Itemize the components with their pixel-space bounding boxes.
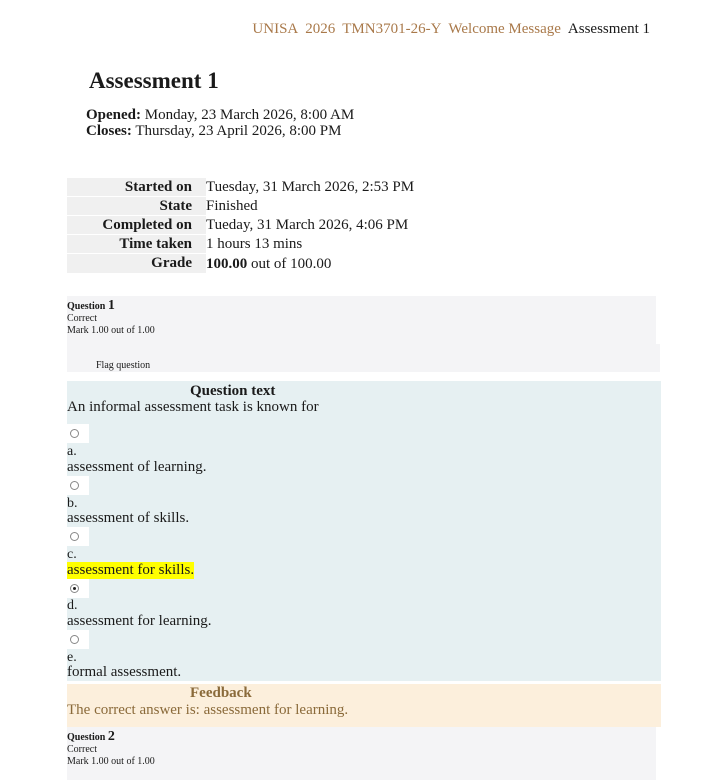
option-d-letter: d. bbox=[67, 598, 78, 613]
option-e-text[interactable]: formal assessment. bbox=[67, 664, 182, 680]
option-c-radio-box[interactable] bbox=[67, 527, 89, 546]
option-e-radio-box[interactable] bbox=[67, 630, 89, 649]
breadcrumb-unisa[interactable]: UNISA bbox=[252, 21, 299, 37]
option-a-radio-box[interactable] bbox=[67, 424, 89, 443]
option-d-text[interactable]: assessment for learning. bbox=[67, 613, 212, 629]
opened-label: Opened: bbox=[86, 107, 142, 123]
breadcrumb-current: Assessment 1 bbox=[567, 21, 650, 37]
closes-line bbox=[86, 123, 354, 139]
option-d-radio-box[interactable] bbox=[67, 579, 89, 598]
option-c-letter: c. bbox=[67, 547, 77, 562]
question-2-info bbox=[67, 727, 656, 780]
question-2-number: 2 bbox=[107, 729, 115, 744]
grade-suffix: out of 100.00 bbox=[251, 256, 332, 272]
opened-line bbox=[86, 107, 354, 123]
question-text-heading: Question text bbox=[190, 383, 276, 399]
summary-row-grade bbox=[67, 254, 656, 273]
question-1-info bbox=[67, 296, 656, 344]
attempt-summary-table bbox=[67, 178, 656, 273]
summary-row-completed bbox=[67, 216, 656, 235]
time-taken-value: 1 hours 13 mins bbox=[206, 236, 303, 252]
quiz-dates bbox=[86, 107, 354, 139]
feedback-text: The correct answer is: assessment for learning. bbox=[67, 702, 349, 718]
question-1-label: Question bbox=[67, 301, 106, 312]
opened-value: Monday, 23 March 2026, 8:00 AM bbox=[144, 107, 355, 123]
question-2-mark: Mark 1.00 out of 1.00 bbox=[67, 756, 155, 767]
option-b-text[interactable]: assessment of skills. bbox=[67, 510, 190, 526]
summary-row-state bbox=[67, 197, 656, 216]
question-1-flag-area bbox=[67, 344, 660, 372]
state-label: State bbox=[159, 197, 192, 214]
question-text: An informal assessment task is known for bbox=[67, 399, 319, 415]
option-b-letter: b. bbox=[67, 496, 78, 511]
breadcrumb bbox=[252, 21, 650, 38]
summary-row-time bbox=[67, 235, 656, 254]
completed-label: Completed on bbox=[102, 216, 192, 233]
question-1-mark: Mark 1.00 out of 1.00 bbox=[67, 325, 155, 336]
question-1-status: Correct bbox=[67, 313, 97, 324]
grade-score: 100.00 bbox=[206, 256, 248, 272]
question-1-feedback bbox=[67, 684, 661, 727]
option-e-radio[interactable] bbox=[70, 635, 79, 644]
option-a-radio[interactable] bbox=[70, 429, 79, 438]
question-2-status: Correct bbox=[67, 744, 97, 755]
option-b-radio-box[interactable] bbox=[67, 476, 89, 495]
breadcrumb-year[interactable]: 2026 bbox=[305, 21, 336, 37]
question-1-number: 1 bbox=[107, 298, 115, 313]
closes-value: Thursday, 23 April 2026, 8:00 PM bbox=[135, 123, 342, 139]
option-c-radio[interactable] bbox=[70, 532, 79, 541]
time-taken-label: Time taken bbox=[119, 235, 192, 252]
breadcrumb-welcome-message[interactable]: Welcome Message bbox=[448, 21, 561, 37]
option-b-radio[interactable] bbox=[70, 481, 79, 490]
option-a-text[interactable]: assessment of learning. bbox=[67, 459, 207, 475]
state-value: Finished bbox=[206, 198, 258, 214]
feedback-heading: Feedback bbox=[190, 685, 252, 701]
page-title: Assessment 1 bbox=[89, 68, 219, 93]
question-2-label: Question bbox=[67, 732, 106, 743]
grade-label: Grade bbox=[151, 255, 192, 271]
started-label: Started on bbox=[124, 178, 192, 195]
option-c-text[interactable]: assessment for skills. bbox=[67, 562, 195, 578]
completed-value: Tueday, 31 March 2026, 4:06 PM bbox=[206, 217, 409, 233]
option-a-letter: a. bbox=[67, 444, 77, 459]
option-e-letter: e. bbox=[67, 650, 77, 665]
flag-question-link[interactable]: Flag question bbox=[96, 360, 151, 371]
started-value: Tuesday, 31 March 2026, 2:53 PM bbox=[206, 179, 415, 195]
closes-label: Closes: bbox=[86, 123, 132, 139]
question-1-formulation bbox=[67, 381, 661, 681]
summary-row-started bbox=[67, 178, 656, 197]
option-d-radio-selected[interactable] bbox=[70, 584, 79, 593]
breadcrumb-course[interactable]: TMN3701-26-Y bbox=[342, 21, 442, 37]
